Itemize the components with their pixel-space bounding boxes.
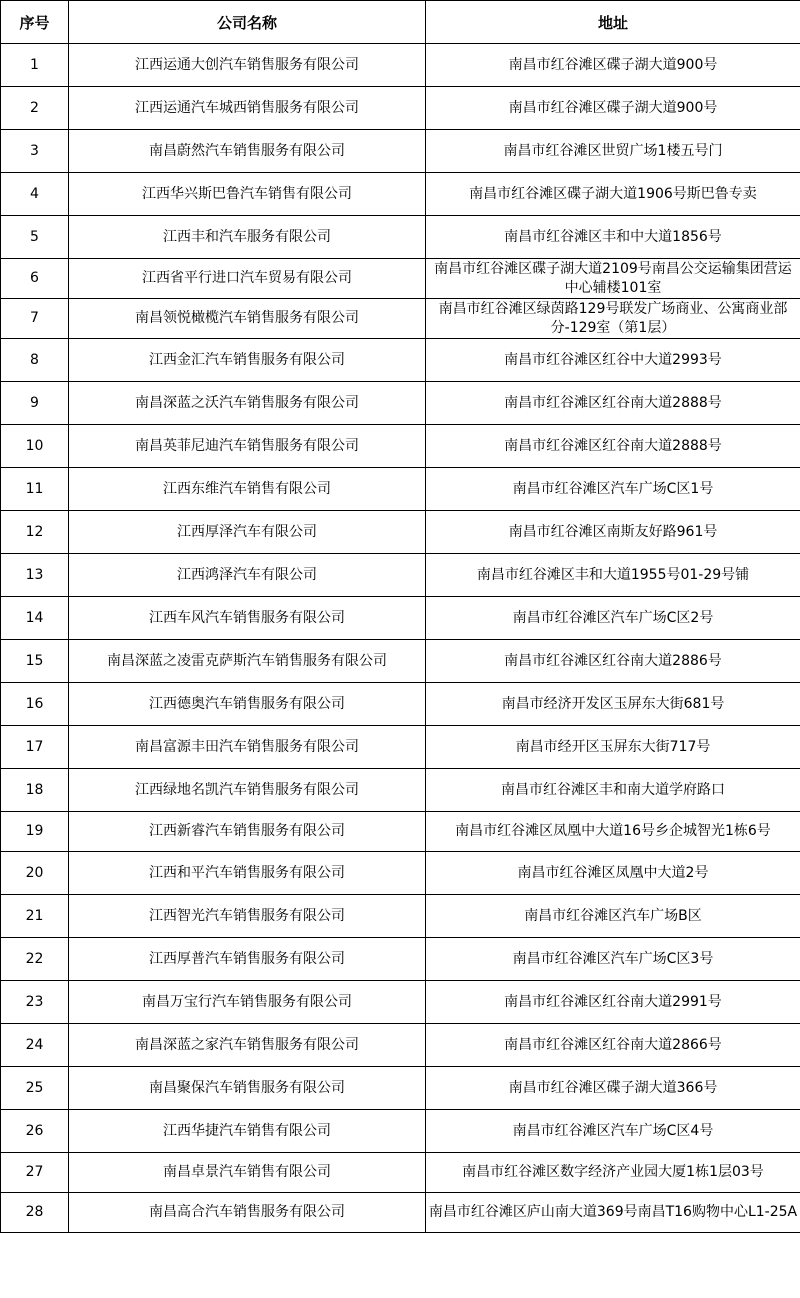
cell-address: 南昌市红谷滩区汽车广场C区3号	[426, 938, 800, 981]
cell-index: 27	[1, 1153, 69, 1193]
cell-company-name: 江西和平汽车销售服务有限公司	[69, 852, 426, 895]
cell-company-name: 江西新睿汽车销售服务有限公司	[69, 812, 426, 852]
table-row	[1, 339, 800, 382]
cell-index: 26	[1, 1110, 69, 1153]
cell-index: 18	[1, 769, 69, 812]
cell-company-name: 江西丰和汽车服务有限公司	[69, 216, 426, 259]
cell-index: 5	[1, 216, 69, 259]
cell-company-name: 南昌领悦橄榄汽车销售服务有限公司	[69, 299, 426, 339]
cell-address: 南昌市红谷滩区汽车广场B区	[426, 895, 800, 938]
table-row	[1, 173, 800, 216]
cell-address: 南昌市红谷滩区汽车广场C区1号	[426, 468, 800, 511]
cell-index: 12	[1, 511, 69, 554]
cell-address: 南昌市红谷滩区汽车广场C区2号	[426, 597, 800, 640]
cell-index: 11	[1, 468, 69, 511]
cell-company-name: 南昌英菲尼迪汽车销售服务有限公司	[69, 425, 426, 468]
cell-index: 16	[1, 683, 69, 726]
cell-address: 南昌市红谷滩区汽车广场C区4号	[426, 1110, 800, 1153]
header-index: 序号	[1, 1, 69, 44]
cell-index: 21	[1, 895, 69, 938]
cell-address: 南昌市红谷滩区红谷南大道2886号	[426, 640, 800, 683]
cell-index: 9	[1, 382, 69, 425]
table-row	[1, 468, 800, 511]
cell-company-name: 江西省平行进口汽车贸易有限公司	[69, 259, 426, 299]
cell-company-name: 南昌深蓝之沃汽车销售服务有限公司	[69, 382, 426, 425]
cell-index: 1	[1, 44, 69, 87]
cell-address: 南昌市红谷滩区红谷南大道2866号	[426, 1024, 800, 1067]
cell-company-name: 南昌聚保汽车销售服务有限公司	[69, 1067, 426, 1110]
cell-address: 南昌市红谷滩区红谷南大道2888号	[426, 382, 800, 425]
cell-company-name: 江西厚泽汽车有限公司	[69, 511, 426, 554]
table-row	[1, 554, 800, 597]
cell-index: 22	[1, 938, 69, 981]
table-row	[1, 87, 800, 130]
cell-address: 南昌市红谷滩区丰和中大道1856号	[426, 216, 800, 259]
table-row	[1, 1024, 800, 1067]
cell-index: 13	[1, 554, 69, 597]
cell-index: 25	[1, 1067, 69, 1110]
table-row	[1, 216, 800, 259]
cell-company-name: 南昌深蓝之家汽车销售服务有限公司	[69, 1024, 426, 1067]
cell-company-name: 江西智光汽车销售服务有限公司	[69, 895, 426, 938]
table-row	[1, 852, 800, 895]
cell-address: 南昌市红谷滩区碟子湖大道900号	[426, 44, 800, 87]
cell-address: 南昌市红谷滩区凤凰中大道16号乡企城智光1栋6号	[426, 812, 800, 852]
cell-index: 10	[1, 425, 69, 468]
cell-index: 15	[1, 640, 69, 683]
cell-company-name: 江西运通大创汽车销售服务有限公司	[69, 44, 426, 87]
cell-index: 6	[1, 259, 69, 299]
cell-index: 3	[1, 130, 69, 173]
cell-index: 4	[1, 173, 69, 216]
cell-address: 南昌市红谷滩区红谷南大道2888号	[426, 425, 800, 468]
cell-company-name: 江西鸿泽汽车有限公司	[69, 554, 426, 597]
cell-address: 南昌市红谷滩区世贸广场1楼五号门	[426, 130, 800, 173]
cell-index: 14	[1, 597, 69, 640]
cell-address: 南昌市红谷滩区庐山南大道369号南昌T16购物中心L1-25A	[426, 1193, 800, 1233]
header-company-name: 公司名称	[69, 1, 426, 44]
cell-company-name: 江西车风汽车销售服务有限公司	[69, 597, 426, 640]
cell-index: 23	[1, 981, 69, 1024]
cell-index: 8	[1, 339, 69, 382]
table-row	[1, 511, 800, 554]
cell-company-name: 南昌万宝行汽车销售服务有限公司	[69, 981, 426, 1024]
cell-address: 南昌市经济开发区玉屏东大街681号	[426, 683, 800, 726]
cell-address: 南昌市红谷滩区碟子湖大道2109号南昌公交运输集团营运中心辅楼101室	[426, 259, 800, 299]
cell-address: 南昌市红谷滩区数字经济产业园大厦1栋1层03号	[426, 1153, 800, 1193]
header-address: 地址	[426, 1, 800, 44]
cell-company-name: 江西厚普汽车销售服务有限公司	[69, 938, 426, 981]
table-row	[1, 299, 800, 339]
cell-address: 南昌市红谷滩区碟子湖大道366号	[426, 1067, 800, 1110]
cell-address: 南昌市红谷滩区红谷中大道2993号	[426, 339, 800, 382]
header-row	[1, 1, 800, 44]
table-row	[1, 895, 800, 938]
table-row	[1, 938, 800, 981]
cell-index: 17	[1, 726, 69, 769]
cell-address: 南昌市红谷滩区丰和大道1955号01-29号铺	[426, 554, 800, 597]
cell-address: 南昌市红谷滩区碟子湖大道900号	[426, 87, 800, 130]
table-row	[1, 259, 800, 299]
cell-index: 24	[1, 1024, 69, 1067]
cell-address: 南昌市红谷滩区凤凰中大道2号	[426, 852, 800, 895]
cell-address: 南昌市经开区玉屏东大街717号	[426, 726, 800, 769]
cell-company-name: 江西金汇汽车销售服务有限公司	[69, 339, 426, 382]
cell-index: 19	[1, 812, 69, 852]
table-row	[1, 726, 800, 769]
cell-address: 南昌市红谷滩区丰和南大道学府路口	[426, 769, 800, 812]
cell-company-name: 南昌高合汽车销售服务有限公司	[69, 1193, 426, 1233]
cell-company-name: 江西德奥汽车销售服务有限公司	[69, 683, 426, 726]
cell-index: 7	[1, 299, 69, 339]
cell-company-name: 江西绿地名凯汽车销售服务有限公司	[69, 769, 426, 812]
cell-address: 南昌市红谷滩区碟子湖大道1906号斯巴鲁专卖	[426, 173, 800, 216]
table-row	[1, 425, 800, 468]
cell-address: 南昌市红谷滩区绿茵路129号联发广场商业、公寓商业部分-129室（第1层）	[426, 299, 800, 339]
table-row	[1, 1153, 800, 1193]
cell-company-name: 江西东维汽车销售有限公司	[69, 468, 426, 511]
cell-company-name: 江西华兴斯巴鲁汽车销售有限公司	[69, 173, 426, 216]
cell-company-name: 江西华捷汽车销售有限公司	[69, 1110, 426, 1153]
cell-index: 2	[1, 87, 69, 130]
table-row	[1, 44, 800, 87]
table-row	[1, 1193, 800, 1233]
cell-company-name: 南昌蔚然汽车销售服务有限公司	[69, 130, 426, 173]
cell-company-name: 南昌富源丰田汽车销售服务有限公司	[69, 726, 426, 769]
table-row	[1, 382, 800, 425]
cell-address: 南昌市红谷滩区南斯友好路961号	[426, 511, 800, 554]
cell-company-name: 江西运通汽车城西销售服务有限公司	[69, 87, 426, 130]
table-header	[1, 1, 800, 44]
cell-company-name: 南昌卓景汽车销售有限公司	[69, 1153, 426, 1193]
cell-index: 28	[1, 1193, 69, 1233]
table-row	[1, 812, 800, 852]
cell-address: 南昌市红谷滩区红谷南大道2991号	[426, 981, 800, 1024]
table-row	[1, 769, 800, 812]
table-row	[1, 130, 800, 173]
table-row	[1, 640, 800, 683]
table-row	[1, 981, 800, 1024]
table-row	[1, 597, 800, 640]
table-row	[1, 683, 800, 726]
cell-company-name: 南昌深蓝之凌雷克萨斯汽车销售服务有限公司	[69, 640, 426, 683]
cell-index: 20	[1, 852, 69, 895]
table-body	[1, 44, 800, 1233]
table-row	[1, 1110, 800, 1153]
table-row	[1, 1067, 800, 1110]
